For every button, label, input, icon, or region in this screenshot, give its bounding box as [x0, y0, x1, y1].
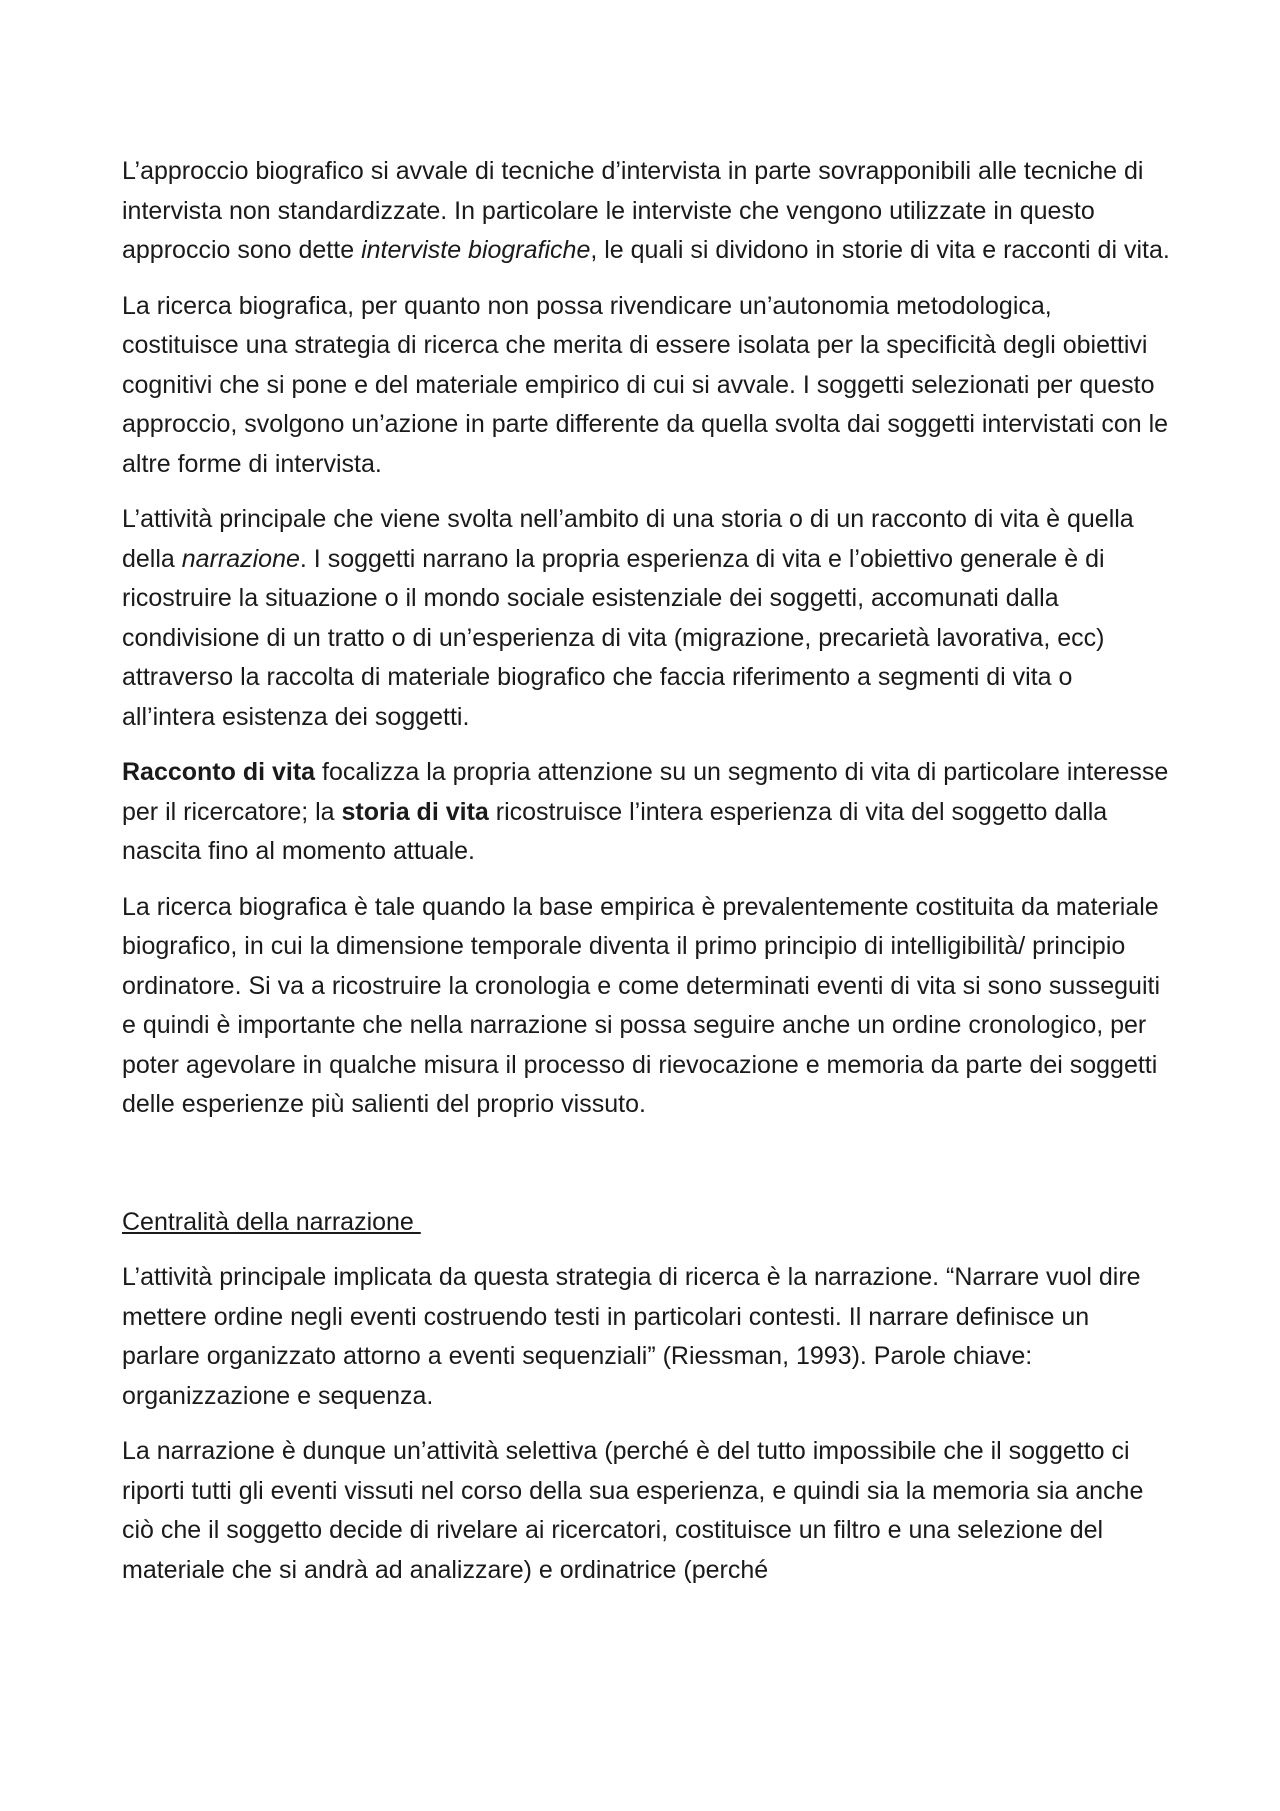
paragraph-text: L’attività principale che viene svolta nell’ambito di una storia o di un racconto di vita è quella della	[122, 505, 1134, 573]
paragraph-narrare: L’attività principale implicata da questa strategia di ricerca è la narrazione. “Narrare vuol dire mettere ordine negli eventi costruendo testi in particolari contesti. Il narrare definisce un parlare organizzato attorno a eventi sequenziali” (Riessman, 1993). Parole chiave: organizzazione e sequenza.	[122, 1263, 1141, 1410]
section-heading-text: Centralità della narrazione	[122, 1207, 421, 1236]
paragraph-base-empirica: La ricerca biografica è tale quando la base empirica è prevalentemente costituita da materiale biografico, in cui la dimensione temporale diventa il primo principio di intelligibilità/ principio ordinatore. Si va a ricostruire la cronologia e come determinati eventi di vita si sono susseguiti e quindi è importante che nella narrazione si possa seguire anche un ordine cronologico, per poter agevolare in qualche misura il processo di rievocazione e memoria da parte dei soggetti delle esperienze più salienti del proprio vissuto.	[122, 892, 1161, 1118]
paragraph-text: ricostruisce l’intera esperienza di vita del soggetto dalla nascita fino al momento attuale.	[122, 797, 1108, 865]
bold-term: Racconto di vita	[122, 758, 316, 786]
paragraph-interviste-biografiche	[122, 152, 1172, 271]
paragraph-text: , le quali si dividono in storie di vita e racconti di vita.	[590, 236, 1170, 264]
paragraph-racconto-storia	[122, 753, 1172, 872]
document-body	[122, 152, 1172, 1606]
paragraph-attivita-principale	[122, 500, 1172, 737]
section-heading	[122, 1203, 1172, 1243]
bold-term: storia di vita	[341, 797, 489, 826]
paragraph-ricerca-biografica: La ricerca biografica, per quanto non possa rivendicare un’autonomia metodologica, costituisce una strategia di ricerca che merita di essere isolata per la specificità degli obiettivi cognitivi che si pone e del materiale empirico di cui si avvale. I soggetti selezionati per questo approccio, svolgono un’azione in parte differente da quella svolta dai soggetti intervistati con le altre forme di intervista.	[122, 291, 1169, 478]
paragraph-text: L’approccio biografico si avvale di tecniche d’intervista in parte sovrapponibili alle tecniche di intervista non standardizzate. In particolare le interviste che vengono utilizzate in questo approccio sono dette	[122, 157, 1144, 264]
italic-term: narrazione	[181, 544, 300, 573]
paragraph-text: focalizza la propria attenzione su un segmento di vita di particolare interesse per il ricercatore; la	[122, 758, 1169, 826]
italic-term: interviste biografiche	[361, 236, 591, 264]
paragraph-selettiva: La narrazione è dunque un’attività selettiva (perché è del tutto impossibile che il soggetto ci riporti tutti gli eventi vissuti nel corso della sua esperienza, e quindi sia la memoria sia anche ciò che il soggetto decide di rivelare ai ricercatori, costituisce un filtro e una selezione del materiale che si andrà ad analizzare) e ordinatrice (perché	[122, 1437, 1144, 1584]
paragraph-text: . I soggetti narrano la propria esperienza di vita e l’obiettivo generale è di ricostruire la situazione o il mondo sociale esistenziale dei soggetti, accomunati dalla condivisione di un tratto o di un’esperienza di vita (migrazione, precarietà lavorativa, ecc) attraverso la raccolta di materiale biografico che faccia riferimento a segmenti di vita o all’intera esistenza dei soggetti.	[122, 544, 1105, 731]
